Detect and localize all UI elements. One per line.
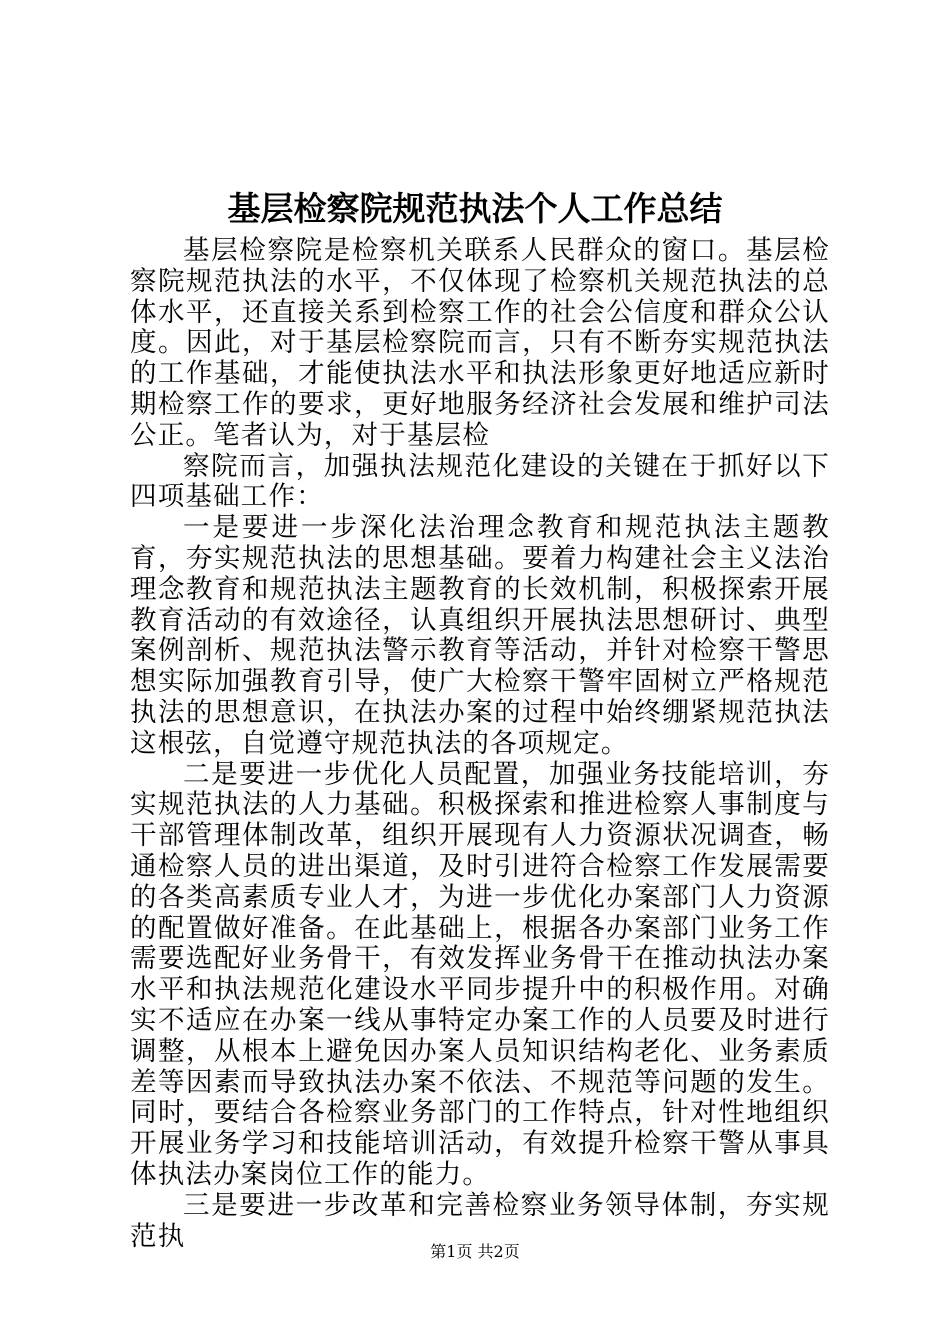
paragraph-point-three: 三是要进一步改革和完善检察业务领导体制，夯实规范执 bbox=[130, 1189, 830, 1252]
document-title: 基层检察院规范执法个人工作总结 bbox=[227, 189, 723, 228]
paragraph-intro-continued: 察院而言，加强执法规范化建设的关键在于抓好以下四项基础工作： bbox=[130, 450, 830, 513]
paragraph-point-one: 一是要进一步深化法治理念教育和规范执法主题教育，夯实规范执法的思想基础。要着力构建社会主义法治理念教育和规范执法主题教育的长效机制，积极探索开展教育活动的有效途径，认真组织开展执法思想研讨、典型案例剖析、规范执法警示教育等活动，并针对检察干警思想实际加强教育引导，使广大检察干警牢固树立严格规范执法的思想意识，在执法办案的过程中始终绷紧规范执法这根弦，自觉遵守规范执法的各项规定。 bbox=[130, 512, 830, 759]
page-footer: 第1页 共2页 bbox=[430, 1242, 520, 1261]
document-body bbox=[130, 236, 830, 1252]
paragraph-point-two: 二是要进一步优化人员配置，加强业务技能培训，夯实规范执法的人力基础。积极探索和推进检察人事制度与干部管理体制改革，组织开展现有人力资源状况调查，畅通检察人员的进出渠道，及时引进符合检察工作发展需要的各类高素质专业人才，为进一步优化办案部门人力资源的配置做好准备。在此基础上，根据各办案部门业务工作需要选配好业务骨干，有效发挥业务骨干在推动执法办案水平和执法规范化建设水平同步提升中的积极作用。对确实不适应在办案一线从事特定办案工作的人员要及时进行调整，从根本上避免因办案人员知识结构老化、业务素质差等因素而导致执法办案不依法、不规范等问题的发生。同时，要结合各检察业务部门的工作特点，针对性地组织开展业务学习和技能培训活动，有效提升检察干警从事具体执法办案岗位工作的能力。 bbox=[130, 758, 830, 1190]
paragraph-intro: 基层检察院是检察机关联系人民群众的窗口。基层检察院规范执法的水平，不仅体现了检察机关规范执法的总体水平，还直接关系到检察工作的社会公信度和群众公认度。因此，对于基层检察院而言，只有不断夯实规范执法的工作基础，才能使执法水平和执法形象更好地适应新时期检察工作的要求，更好地服务经济社会发展和维护司法公正。笔者认为，对于基层检 bbox=[130, 235, 830, 451]
